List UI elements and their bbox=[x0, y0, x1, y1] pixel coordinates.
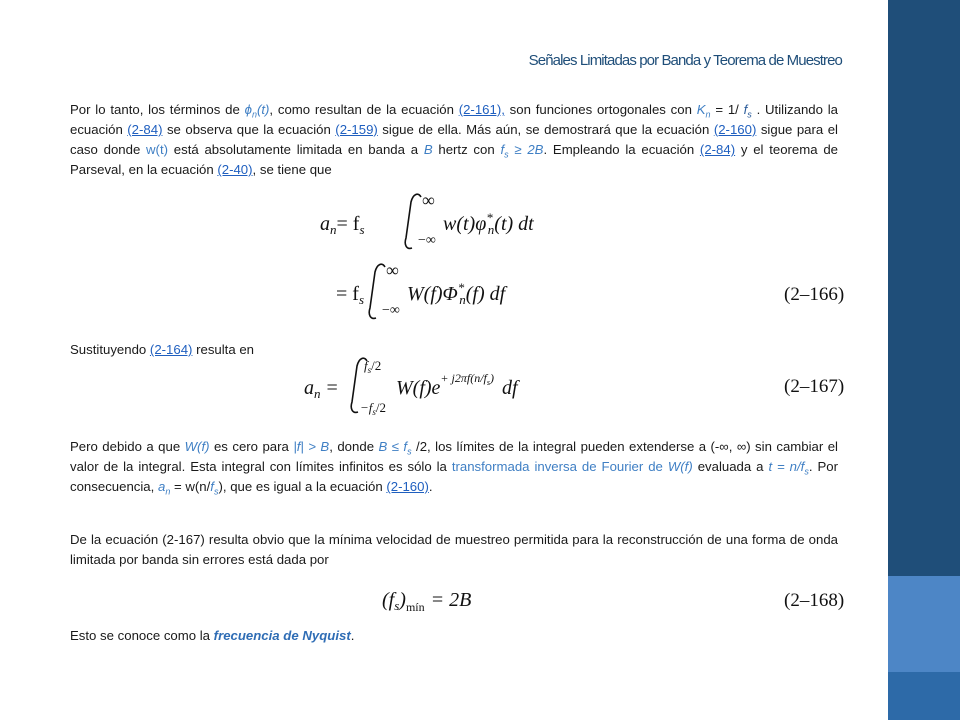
text: Pero debido a que bbox=[70, 439, 185, 454]
svg-text:W(f)Φ*n(f) df: W(f)Φ* n(f) df bbox=[407, 280, 506, 307]
svg-text:(fs)mín= 2B: $(f_s)_{mín} = 2B$ bbox=[382, 589, 472, 614]
an-symbol: $a_n$ bbox=[157, 479, 171, 497]
wf-symbol: W(f) bbox=[667, 459, 693, 474]
b-symbol: B bbox=[423, 142, 433, 157]
t-condition: $t = n/f_s$ bbox=[768, 459, 809, 477]
text: y el teorema de Parseval, en la ecuación bbox=[70, 142, 839, 177]
inverse-fourier-highlight: transformada inversa de Fourier de bbox=[451, 459, 663, 474]
text: , como resultan de la ecuación bbox=[269, 102, 459, 117]
svg-text:−∞: −∞ bbox=[418, 233, 436, 248]
text: . Utilizando la ecuación bbox=[70, 102, 838, 137]
text: ), que es igual a la ecuación bbox=[218, 479, 387, 494]
svg-text:an= fs: $a_n= f_s$ bbox=[320, 213, 365, 237]
abs-f-condition: |f| > B bbox=[293, 439, 330, 454]
text: = w(n/ bbox=[170, 479, 211, 494]
paragraph-limits bbox=[70, 437, 838, 497]
link-eq-2-159[interactable]: (2-159) bbox=[335, 122, 378, 137]
svg-text:−∞: −∞ bbox=[382, 303, 400, 318]
paragraph-intro bbox=[70, 100, 838, 180]
svg-text:an=: $a_n$ = bbox=[304, 377, 338, 401]
text: resulta en bbox=[192, 342, 255, 357]
text: son funciones ortogonales con bbox=[504, 102, 697, 117]
text: Por lo tanto, los términos de bbox=[70, 102, 245, 117]
wf-symbol: W(f) bbox=[184, 439, 210, 454]
text: evaluada a bbox=[692, 459, 769, 474]
link-eq-2-164[interactable]: (2-164) bbox=[149, 342, 193, 357]
text: Sustituyendo bbox=[70, 342, 150, 357]
link-eq-2-84[interactable]: (2-84) bbox=[127, 122, 163, 137]
k-symbol: $K_n$ bbox=[696, 102, 711, 120]
fs-symbol: $f_s$ bbox=[743, 102, 752, 120]
equation-2-166 bbox=[300, 188, 850, 328]
b-condition: $B \le f_s$ bbox=[378, 439, 412, 457]
text: /2 bbox=[411, 439, 428, 454]
svg-text:W(f)e+ j2πf(n/fs)df: $W(f)e^{+ j2\pi f(n/f}s$) df bbox=[396, 371, 518, 399]
paragraph-nyquist bbox=[70, 626, 838, 646]
text: sigue de ella. Más aún, se demostrará que la ecuación bbox=[377, 122, 714, 137]
text: es cero para bbox=[209, 439, 294, 454]
svg-text:∞: ∞ bbox=[386, 260, 399, 280]
fs-symbol: $f_s$ bbox=[210, 479, 219, 497]
sidebar-mid-block bbox=[888, 672, 960, 720]
text: . Empleando la ecuación bbox=[543, 142, 700, 157]
fs-symbol: $f_s \ge 2B$ bbox=[500, 142, 544, 160]
wt-symbol: w(t) bbox=[146, 142, 169, 157]
nyquist-term: frecuencia de Nyquist bbox=[213, 628, 351, 643]
svg-text:−fs/2: $-f_s/2$ bbox=[360, 400, 387, 417]
equation-2-168 bbox=[300, 580, 850, 620]
slide-title: Señales Limitadas por Banda y Teorema de Muestreo bbox=[528, 52, 842, 69]
equation-2-167 bbox=[300, 354, 850, 418]
text: hertz con bbox=[432, 142, 501, 157]
text: Esto se conoce como la bbox=[70, 628, 214, 643]
text: , se tiene que bbox=[252, 162, 332, 177]
paragraph-minimum-rate: De la ecuación (2-167) resulta obvio que la mínima velocidad de muestreo permitida para la reconstrucción de una forma de onda limitada por banda sin errores está dada por bbox=[70, 532, 838, 567]
text: sigue para el caso donde bbox=[70, 122, 838, 157]
text: está absolutamente limitada en banda a bbox=[168, 142, 424, 157]
svg-text:fs/2: $f_s/2$ bbox=[364, 358, 382, 375]
equation-number: (2–168) bbox=[784, 590, 845, 611]
text: . Por consecuencia, bbox=[70, 459, 838, 494]
link-eq-2-40[interactable]: (2-40) bbox=[217, 162, 253, 177]
text: = 1/ bbox=[710, 102, 744, 117]
text: se observa que la ecuación bbox=[162, 122, 336, 137]
equation-number: (2–166) bbox=[784, 284, 845, 305]
sidebar-accent-block bbox=[888, 576, 960, 672]
svg-text:= fs: = $f_s$ bbox=[336, 283, 365, 307]
phi-symbol: $\phi_n(t)$ bbox=[244, 102, 270, 120]
text: . bbox=[350, 628, 355, 643]
text: . bbox=[428, 479, 433, 494]
link-eq-2-160[interactable]: (2-160) bbox=[386, 479, 429, 494]
link-eq-2-161[interactable]: (2-161), bbox=[458, 102, 505, 117]
equation-number: (2–167) bbox=[784, 376, 845, 397]
svg-text:∞: ∞ bbox=[422, 190, 435, 210]
link-eq-2-84[interactable]: (2-84) bbox=[699, 142, 736, 157]
svg-text:w(t)φ*n(t) dt: w(t)φ* n(t) dt bbox=[443, 210, 534, 237]
text: , los límites de la integral pueden extenderse a (-∞, ∞) sin cambiar el valor de la integral. Esta integral con límites infinitos es sólo la bbox=[70, 439, 838, 474]
link-eq-2-160[interactable]: (2-160) bbox=[713, 122, 757, 137]
text: , donde bbox=[329, 439, 379, 454]
